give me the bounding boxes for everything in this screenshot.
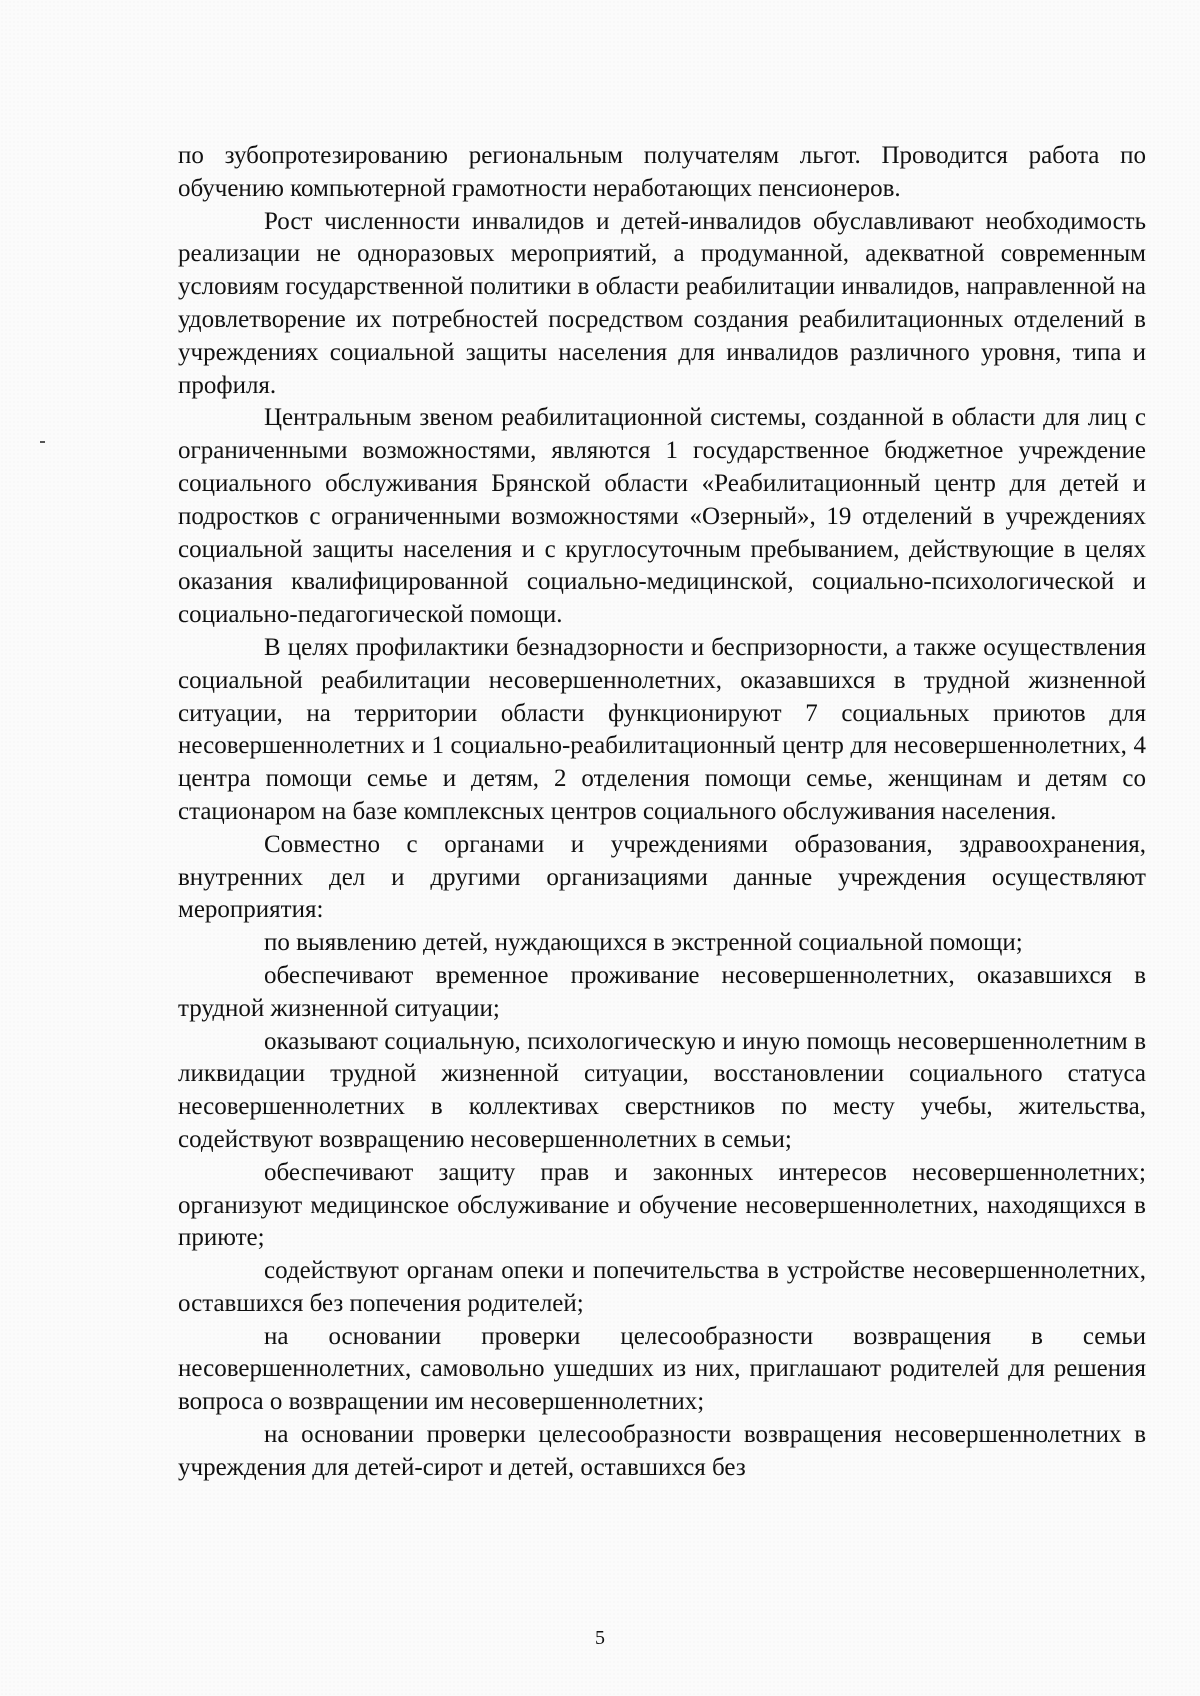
paragraph-5: Совместно с органами и учреждениями образования, здравоохранения, внутренних дел и другими организациями данные учреждения осуществляют мероприятия:: [178, 830, 1146, 924]
paragraph-4: В целях профилактики безнадзорности и беспризорности, а также осуществления социальной реабилитации несовершеннолетних, оказавшихся в трудной жизненной ситуации, на территории области функционируют 7 социальных приютов для несовершеннолетних и 1 социально-реабилитационный центр для несовершеннолетних, 4 центра помощи семье и детям, 2 отделения помощи семье, женщинам и детям со стационаром на базе комплексных центров социального обслуживания населения.: [178, 633, 1146, 825]
paragraph-10: содействуют органам опеки и попечительства в устройстве несовершеннолетних, оставшихся без попечения родителей;: [178, 1257, 1146, 1317]
document-body: [178, 140, 1146, 1485]
paragraph-8: оказывают социальную, психологическую и иную помощь несовершеннолетним в ликвидации трудной жизненной ситуации, восстановлении социального статуса несовершеннолетних в коллективах сверстников по месту учебы, жительства, содействуют возвращению несовершеннолетних в семьи;: [178, 1027, 1146, 1153]
paragraph-6: по выявлению детей, нуждающихся в экстренной социальной помощи;: [264, 929, 1023, 957]
paragraph-11: на основании проверки целесообразности возвращения в семьи несовершеннолетних, самовольно ушедших из них, приглашают родителей для решения вопроса о возвращении им несовершеннолетних;: [178, 1322, 1146, 1416]
scan-speck: [40, 441, 45, 443]
paragraph-3: Центральным звеном реабилитационной системы, созданной в области для лиц с ограниченными возможностями, являются 1 государственное бюджетное учреждение социального обслуживания Брянской области «Реабилитационный центр для детей и подростков с ограниченными возможностями «Озерный», 19 отделений в учреждениях социальной защиты населения и с круглосуточным пребыванием, действующие в целях оказания квалифицированной социально-медицинской, социально-психологической и социально-педагогической помощи.: [178, 404, 1146, 629]
paragraph-7: обеспечивают временное проживание несовершеннолетних, оказавшихся в трудной жизненной ситуации;: [178, 961, 1146, 1022]
paragraph-2: Рост численности инвалидов и детей-инвалидов обуславливают необходимость реализации не одноразовых мероприятий, а продуманной, адекватной современным условиям государственной политики в области реабилитации инвалидов, направленной на удовлетворение их потребностей посредством создания реабилитационных отделений в учреждениях социальной защиты населения для инвалидов различного уровня, типа и профиля.: [178, 207, 1146, 399]
page-number: 5: [595, 1627, 605, 1649]
paragraph-12: на основании проверки целесообразности возвращения несовершеннолетних в учреждения для детей-сирот и детей, оставшихся без: [178, 1421, 1146, 1481]
paragraph-1: по зубопротезированию региональным получателям льгот. Проводится работа по обучению компьютерной грамотности неработающих пенсионеров.: [178, 142, 1146, 202]
paragraph-9: обеспечивают защиту прав и законных интересов несовершеннолетних; организуют медицинское обслуживание и обучение несовершеннолетних, находящихся в приюте;: [178, 1158, 1146, 1252]
